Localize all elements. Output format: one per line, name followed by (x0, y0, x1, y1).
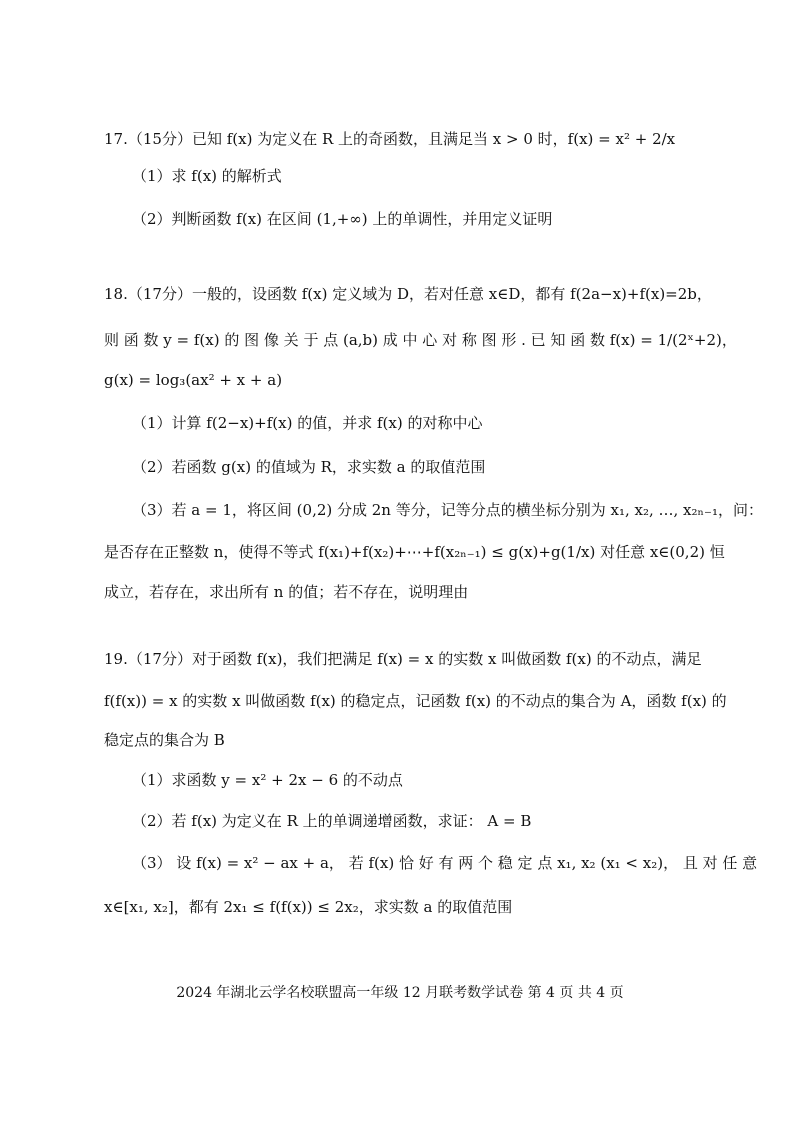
page-footer: 2024 年湖北云学名校联盟高一年级 12 月联考数学试卷 第 4 页 共 4 页 (176, 985, 624, 1001)
q18-part-3-line-2: 是否存在正整数 n，使得不等式 f(x₁)+f(x₂)+⋯+f(x₂ₙ₋₁) ≤ g(x)+g(1/x) 对任意 x∈(0,2) 恒 (104, 543, 725, 561)
q19-stem-line-2: f(f(x)) = x 的实数 x 叫做函数 f(x) 的稳定点，记函数 f(x) 的不动点的集合为 A，函数 f(x) 的 (104, 692, 727, 710)
q17-part-2: （2）判断函数 f(x) 在区间 (1,+∞) 上的单调性，并用定义证明 (132, 210, 553, 228)
q19-part-1: （1）求函数 y = x² + 2x − 6 的不动点 (132, 771, 403, 789)
q18-stem-line-2: 则 函 数 y = f(x) 的 图 像 关 于 点 (a,b) 成 中 心 对 称 图 形 . 已 知 函 数 f(x) = 1/(2ˣ+2)， (104, 331, 737, 349)
q18-part-1: （1）计算 f(2−x)+f(x) 的值，并求 f(x) 的对称中心 (132, 414, 483, 432)
q17-stem: 17.（15分）已知 f(x) 为定义在 R 上的奇函数，且满足当 x > 0 时，f(x) = x² + 2/x (104, 130, 676, 148)
q19-part-2: （2）若 f(x) 为定义在 R 上的单调递增函数，求证： A = B (132, 812, 532, 830)
q19-part-3-line-1: （3） 设 f(x) = x² − ax + a， 若 f(x) 恰 好 有 两 个 稳 定 点 x₁, x₂ (x₁ < x₂)， 且 对 任 意 (132, 854, 758, 872)
q18-part-3-line-3: 成立，若存在，求出所有 n 的值；若不存在，说明理由 (104, 583, 469, 601)
q19-stem-line-1: 19.（17分）对于函数 f(x)，我们把满足 f(x) = x 的实数 x 叫做函数 f(x) 的不动点，满足 (104, 650, 702, 668)
q18-stem-line-3: g(x) = log₃(ax² + x + a) (104, 371, 283, 389)
q17-part-1: （1）求 f(x) 的解析式 (132, 167, 282, 185)
q18-part-3-line-1: （3）若 a = 1，将区间 (0,2) 分成 2n 等分，记等分点的横坐标分别为 x₁, x₂, …, x₂ₙ₋₁，问： (132, 501, 763, 519)
q18-stem-line-1: 18.（17分）一般的，设函数 f(x) 定义域为 D，若对任意 x∈D，都有 f(2a−x)+f(x)=2b， (104, 285, 712, 303)
q18-part-2: （2）若函数 g(x) 的值域为 R，求实数 a 的取值范围 (132, 458, 486, 476)
q19-part-3-line-2: x∈[x₁, x₂]，都有 2x₁ ≤ f(f(x)) ≤ 2x₂，求实数 a 的取值范围 (104, 898, 513, 916)
q19-stem-line-3: 稳定点的集合为 B (104, 731, 225, 749)
